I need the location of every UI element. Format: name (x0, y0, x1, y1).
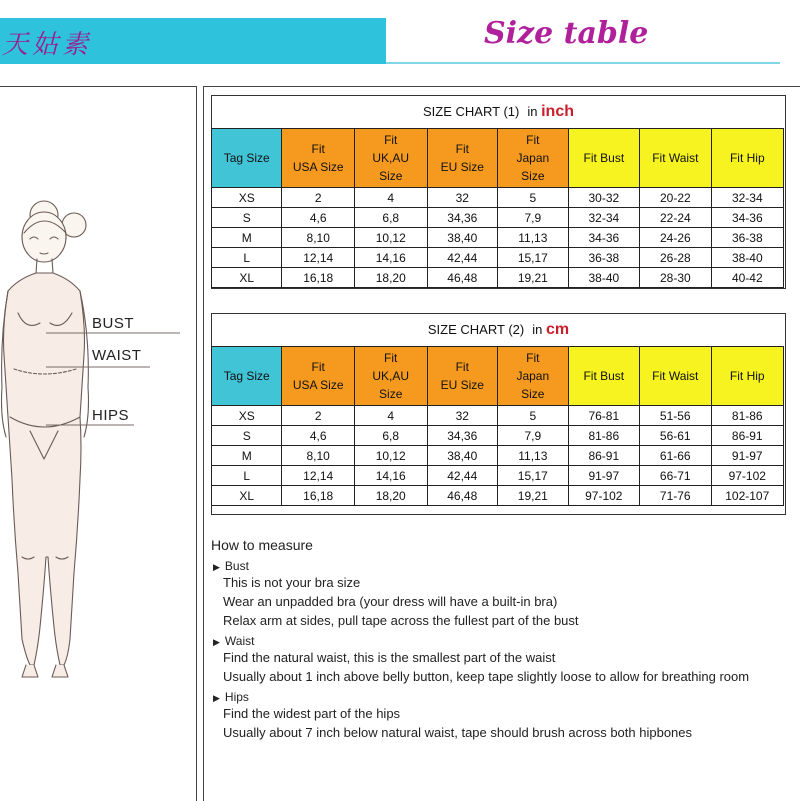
col-usa-size: Fit USA Size (282, 129, 355, 188)
triangle-bullet-icon: ▶ (213, 562, 220, 572)
body-figure-illustration (0, 87, 196, 801)
size-charts-panel (203, 86, 800, 801)
page-title: Size table (484, 16, 649, 51)
col-usa-size: Fit USA Size (282, 347, 355, 406)
unit-label: inch (541, 103, 574, 120)
chart-title: SIZE CHART (1) in inch (423, 103, 574, 120)
header-divider (386, 62, 780, 64)
size-table (211, 128, 784, 288)
chart-title: SIZE CHART (2) in cm (427, 321, 570, 338)
col-uk-size: Fit UK,AU Size (354, 347, 427, 406)
brand-logo: 天姑素 (2, 30, 93, 60)
waist-label: WAIST (92, 347, 142, 364)
measure-heading: How to measure (211, 537, 313, 553)
table-row: L 12,14 14,16 42,44 15,17 36-38 26-28 38-40 (212, 248, 784, 268)
measure-section-waist: ▶ Waist Find the natural waist, this is the smallest part of the waist Usually about 1 inch above belly button, keep tape slightly loose to allow for breathing room (211, 634, 800, 686)
measure-line: Usually about 1 inch above belly button, keep tape slightly loose to allow for breathing room (223, 669, 750, 684)
measure-line: This is not your bra size (223, 575, 361, 590)
table-row: M 8,10 10,12 38,40 11,13 86-91 61-66 91-97 (212, 446, 784, 466)
measure-line: Wear an unpadded bra (your dress will have a built-in bra) (223, 594, 558, 609)
how-to-measure (211, 537, 800, 742)
col-fit-hip: Fit Hip (711, 347, 783, 406)
triangle-bullet-icon: ▶ (213, 637, 220, 647)
col-fit-hip: Fit Hip (711, 129, 783, 188)
col-japan-size: Fit Japan Size (498, 129, 569, 188)
col-fit-waist: Fit Waist (640, 347, 712, 406)
table-row: XL 16,18 18,20 46,48 19,21 97-102 71-76 102-107 (212, 486, 784, 506)
col-eu-size: Fit EU Size (427, 347, 498, 406)
size-chart-inch (211, 95, 786, 289)
col-uk-size: Fit UK,AU Size (354, 129, 427, 188)
table-row: XS 2 4 32 5 76-81 51-56 81-86 (212, 406, 784, 426)
measure-line: Usually about 7 inch below natural waist, tape should brush across both hipbones (223, 725, 693, 740)
bust-label: BUST (92, 315, 135, 332)
measure-section-hips: ▶ Hips Find the widest part of the hips Usually about 7 inch below natural waist, tape should brush across both hipbones (211, 690, 800, 742)
triangle-bullet-icon: ▶ (213, 693, 220, 703)
table-row: S 4,6 6,8 34,36 7,9 81-86 56-61 86-91 (212, 426, 784, 446)
size-table (211, 346, 784, 506)
table-row: S 4,6 6,8 34,36 7,9 32-34 22-24 34-36 (212, 208, 784, 228)
col-fit-waist: Fit Waist (640, 129, 712, 188)
measure-line: Relax arm at sides, pull tape across the fullest part of the bust (223, 613, 579, 628)
unit-label: cm (545, 321, 570, 338)
figure-panel (0, 86, 197, 801)
table-header-row (212, 129, 784, 188)
table-row: XS 2 4 32 5 30-32 20-22 32-34 (212, 188, 784, 208)
measure-line: Find the widest part of the hips (223, 706, 401, 721)
col-fit-bust: Fit Bust (568, 347, 639, 406)
hips-label: HIPS (92, 407, 130, 424)
col-japan-size: Fit Japan Size (498, 347, 569, 406)
col-fit-bust: Fit Bust (568, 129, 639, 188)
measure-section-bust: ▶ Bust This is not your bra size Wear an unpadded bra (your dress will have a built-in bra) Relax arm at sides, pull tape across the fullest part of the bust (211, 559, 800, 630)
table-row: L 12,14 14,16 42,44 15,17 91-97 66-71 97-102 (212, 466, 784, 486)
measure-line: Find the natural waist, this is the smallest part of the waist (223, 650, 556, 665)
size-chart-cm (211, 313, 786, 515)
table-row: XL 16,18 18,20 46,48 19,21 38-40 28-30 40-42 (212, 268, 784, 288)
header-band (0, 18, 386, 64)
table-row: M 8,10 10,12 38,40 11,13 34-36 24-26 36-38 (212, 228, 784, 248)
col-tag-size: Tag Size (212, 347, 282, 406)
col-eu-size: Fit EU Size (427, 129, 498, 188)
table-header-row (212, 347, 784, 406)
col-tag-size: Tag Size (212, 129, 282, 188)
